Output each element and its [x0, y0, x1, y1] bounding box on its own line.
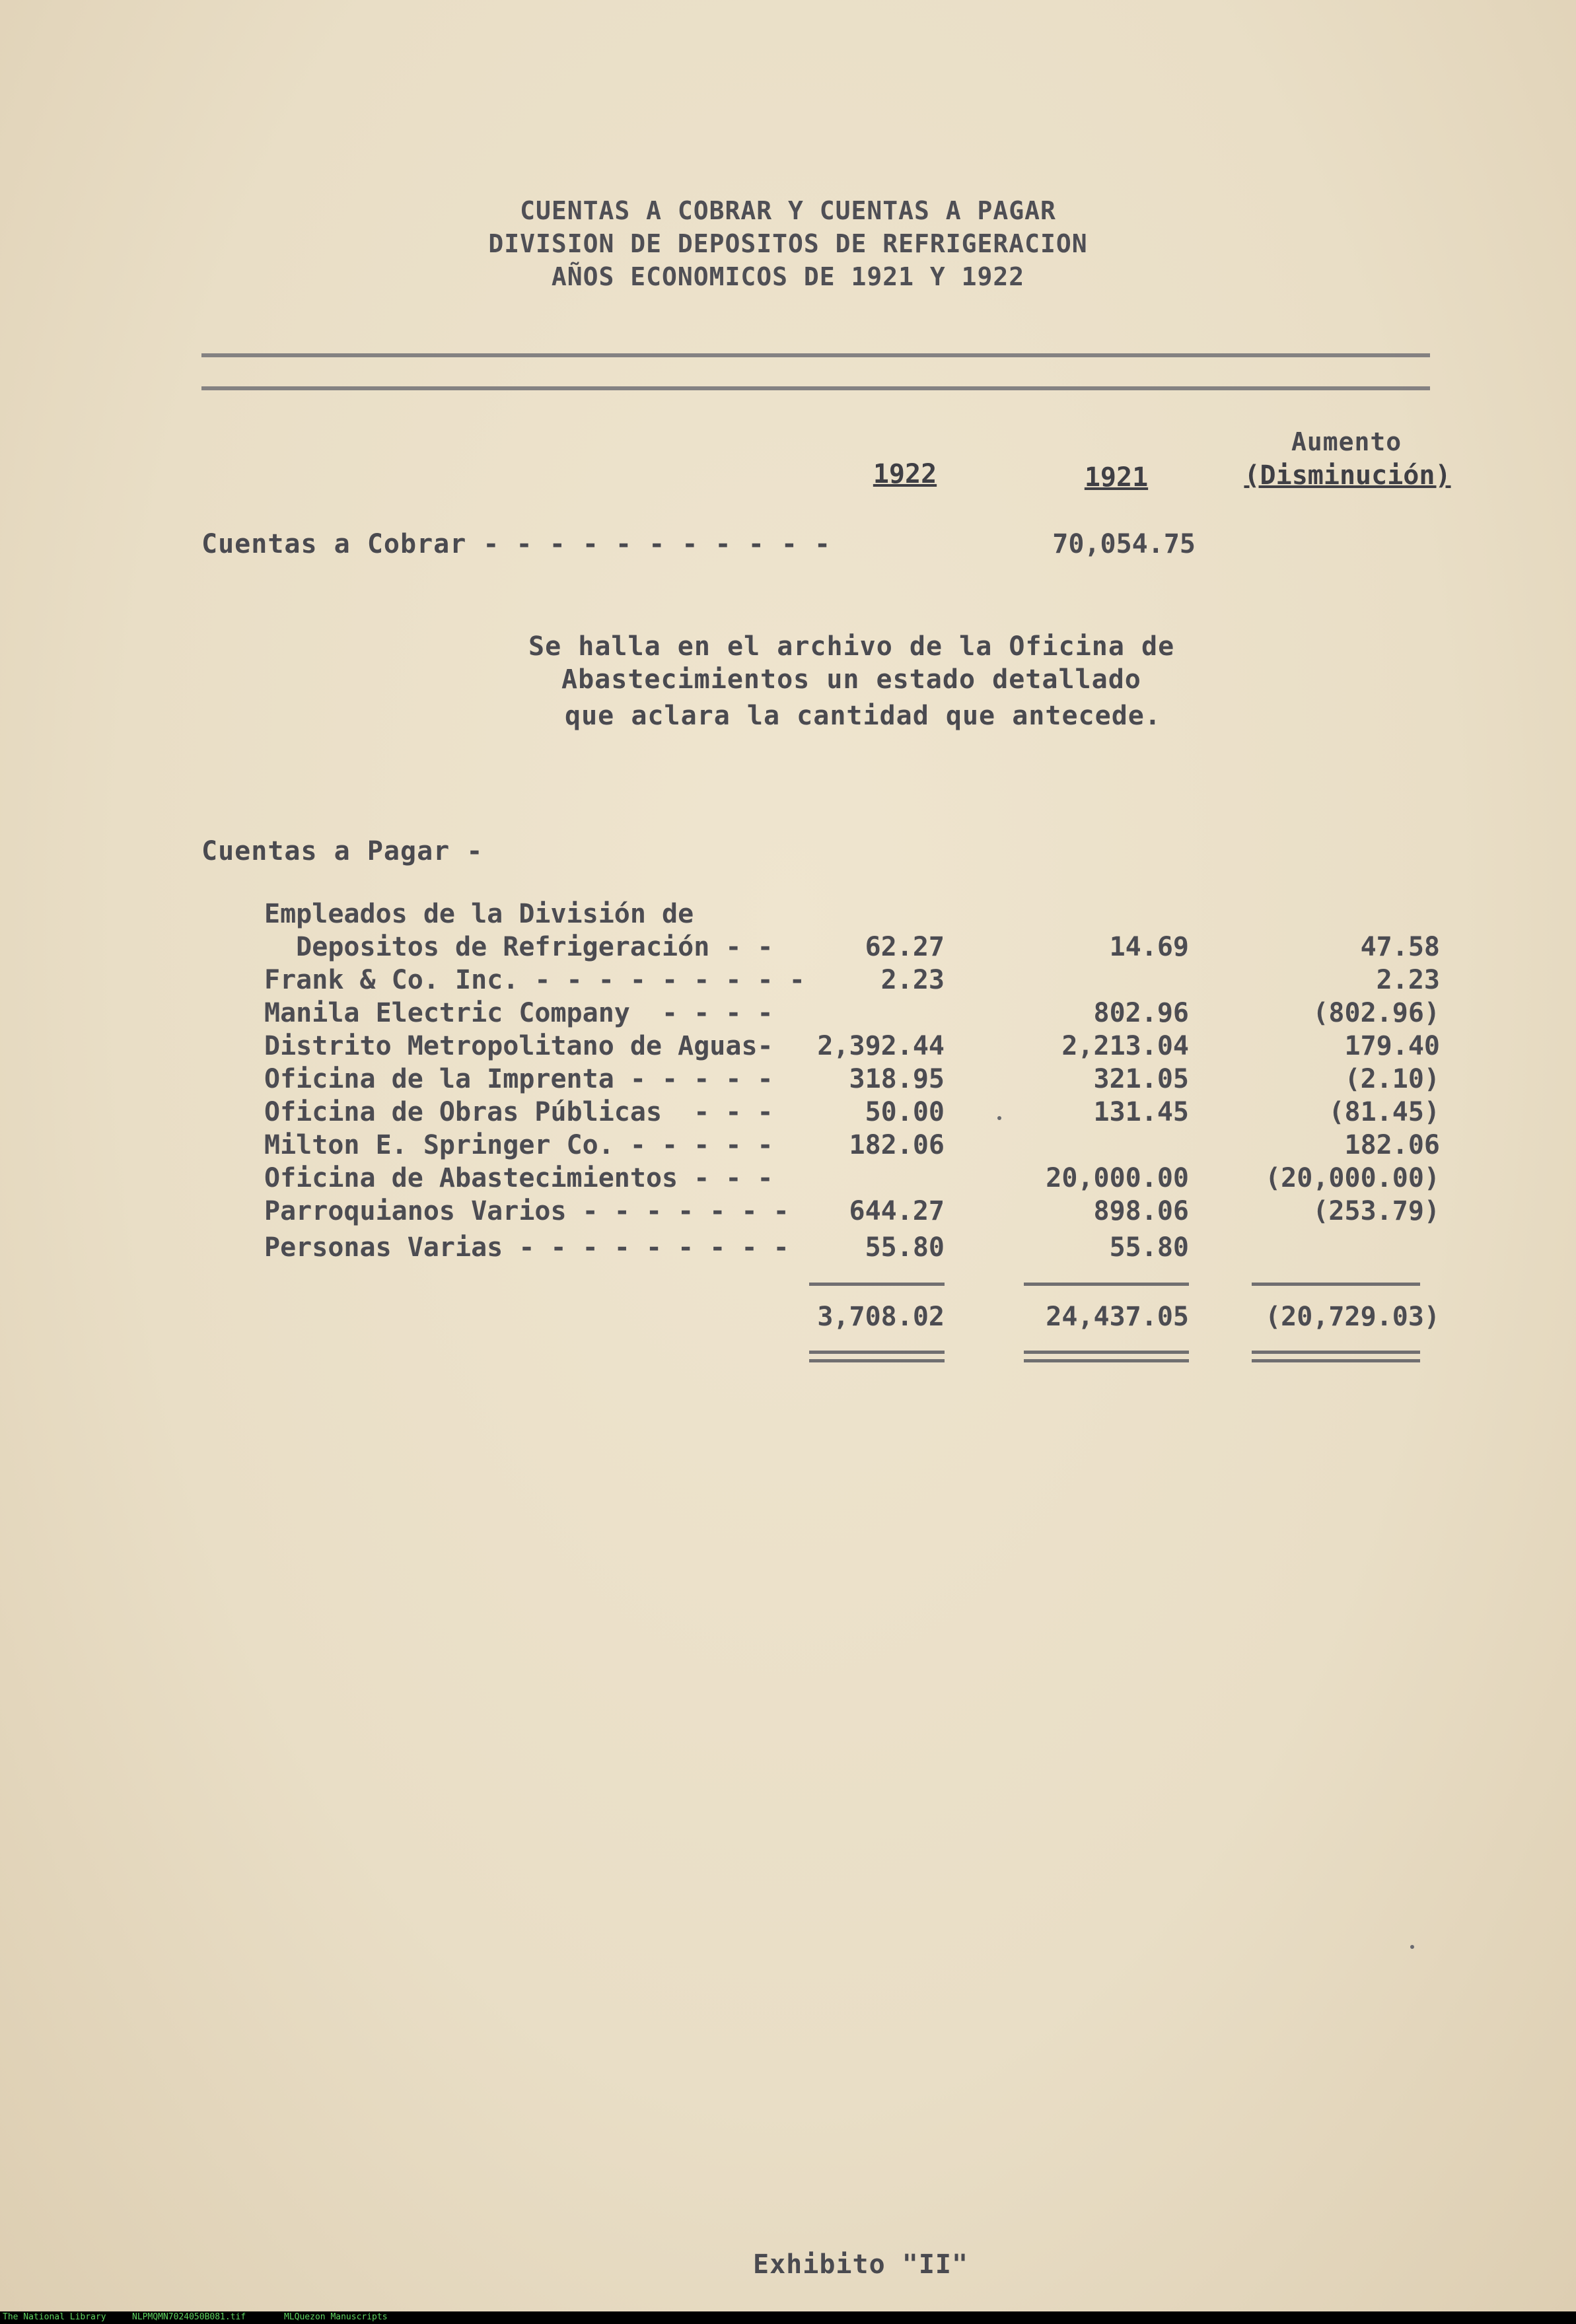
- row-6-difference: 182.06: [1344, 1130, 1440, 1160]
- row-5-1922: 50.00: [865, 1097, 945, 1127]
- row-0-label-line-1: Empleados de la División de: [264, 899, 694, 929]
- row-7-label: Oficina de Abastecimientos - - -: [264, 1163, 773, 1193]
- total-1922: 3,708.02: [817, 1302, 945, 1332]
- row-2-1921: 802.96: [1093, 998, 1189, 1028]
- note-line-2: Abastecimientos un estado detallado: [561, 664, 1141, 695]
- column-heading-decrease: (Disminución): [1244, 460, 1451, 491]
- row-2-label: Manila Electric Company - - - -: [264, 998, 773, 1028]
- archive-library-name: The National Library: [3, 2312, 106, 2322]
- row-8-difference: (253.79): [1312, 1196, 1440, 1226]
- total-double-rule-1921-a: [1024, 1351, 1189, 1354]
- row-1-label: Frank & Co. Inc. - - - - - - - - -: [264, 965, 805, 995]
- archive-info-bar: [0, 2311, 1576, 2324]
- row-3-difference: 179.40: [1344, 1031, 1440, 1061]
- row-9-1921: 55.80: [1109, 1232, 1189, 1263]
- row-3-label: Distrito Metropolitano de Aguas-: [264, 1031, 773, 1061]
- row-8-label: Parroquianos Varios - - - - - - -: [264, 1196, 789, 1226]
- row-6-1922: 182.06: [849, 1130, 945, 1160]
- column-heading-increase: Aumento: [1291, 427, 1402, 456]
- total-double-rule-1922-b: [809, 1359, 945, 1362]
- total-double-rule-1921-b: [1024, 1359, 1189, 1362]
- receivables-1921-value: 70,054.75: [1052, 529, 1196, 559]
- row-7-difference: (20,000.00): [1265, 1163, 1440, 1193]
- row-0-1921: 14.69: [1109, 932, 1189, 962]
- title-line-1: CUENTAS A COBRAR Y CUENTAS A PAGAR: [520, 196, 1056, 225]
- row-7-1921: 20,000.00: [1046, 1163, 1189, 1193]
- row-4-label: Oficina de la Imprenta - - - - -: [264, 1064, 773, 1094]
- total-double-rule-diff-b: [1252, 1359, 1420, 1362]
- note-line-3: que aclara la cantidad que antecede.: [565, 701, 1161, 731]
- row-4-1921: 321.05: [1093, 1064, 1189, 1094]
- column-heading-1922: 1922: [873, 459, 937, 489]
- header-rule-bottom: [201, 386, 1430, 390]
- row-0-1922: 62.27: [865, 932, 945, 962]
- row-1-difference: 2.23: [1376, 965, 1440, 995]
- title-line-2: DIVISION DE DEPOSITOS DE REFRIGERACION: [488, 229, 1088, 258]
- note-line-1: Se halla en el archivo de la Oficina de: [528, 631, 1175, 662]
- title-line-3: AÑOS ECONOMICOS DE 1921 Y 1922: [551, 262, 1025, 291]
- row-4-difference: (2.10): [1344, 1064, 1440, 1094]
- row-5-1921: 131.45: [1093, 1097, 1189, 1127]
- row-4-1922: 318.95: [849, 1064, 945, 1094]
- column-heading-1921: 1921: [1084, 462, 1149, 493]
- row-8-1921: 898.06: [1093, 1196, 1189, 1226]
- row-5-label: Oficina de Obras Públicas - - -: [264, 1097, 773, 1127]
- total-double-rule-diff-a: [1252, 1351, 1420, 1354]
- total-double-rule-1922-a: [809, 1351, 945, 1354]
- row-1-1922: 2.23: [880, 965, 945, 995]
- total-difference: (20,729.03): [1265, 1302, 1440, 1332]
- archive-collection-name: MLQuezon Manuscripts: [284, 2312, 388, 2322]
- row-2-difference: (802.96): [1312, 998, 1440, 1028]
- row-0-label-line-2: Depositos de Refrigeración - -: [264, 932, 773, 962]
- archive-file-name: NLPMQMN7024050B081.tif: [132, 2312, 246, 2322]
- payables-label: Cuentas a Pagar -: [201, 836, 484, 866]
- row-3-1922: 2,392.44: [817, 1031, 945, 1061]
- exhibit-label: Exhibito "II": [753, 2249, 969, 2280]
- row-6-label: Milton E. Springer Co. - - - - -: [264, 1130, 773, 1160]
- subtotal-rule-difference: [1252, 1283, 1420, 1286]
- row-8-1922: 644.27: [849, 1196, 945, 1226]
- row-5-difference: (81.45): [1328, 1097, 1440, 1127]
- subtotal-rule-1922: [809, 1283, 945, 1286]
- ink-speck: [997, 1116, 1001, 1120]
- header-rule-top: [201, 353, 1430, 357]
- row-9-label: Personas Varias - - - - - - - - -: [264, 1232, 789, 1263]
- ink-speck: [1410, 1945, 1414, 1949]
- subtotal-rule-1921: [1024, 1283, 1189, 1286]
- row-3-1921: 2,213.04: [1061, 1031, 1189, 1061]
- total-1921: 24,437.05: [1046, 1302, 1189, 1332]
- row-9-1922: 55.80: [865, 1232, 945, 1263]
- receivables-label: Cuentas a Cobrar - - - - - - - - - - -: [201, 529, 832, 559]
- row-0-difference: 47.58: [1360, 932, 1440, 962]
